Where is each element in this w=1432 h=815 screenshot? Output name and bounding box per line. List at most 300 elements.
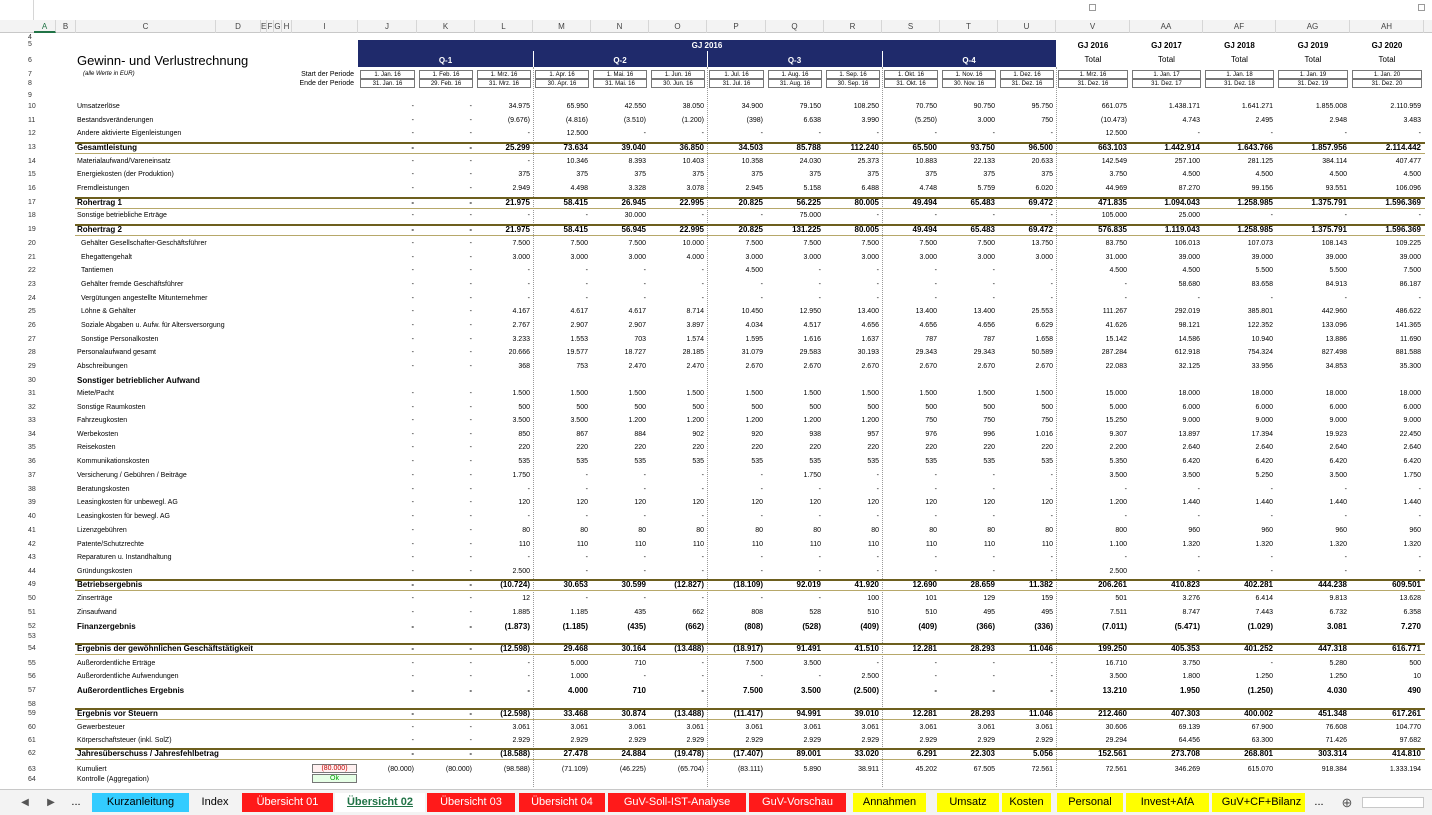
value-cell[interactable]: 112.240: [850, 143, 879, 152]
value-cell[interactable]: (10.473): [1100, 117, 1127, 124]
value-cell[interactable]: 7.270: [1400, 622, 1421, 631]
value-cell[interactable]: -: [469, 185, 472, 192]
value-cell[interactable]: -: [411, 660, 414, 667]
value-cell[interactable]: -: [934, 267, 937, 274]
next-sheet-icon[interactable]: ▶: [47, 797, 55, 808]
value-cell[interactable]: 375: [634, 171, 646, 178]
value-cell[interactable]: 4.500: [745, 267, 763, 274]
column-header-k[interactable]: K: [417, 20, 475, 33]
value-cell[interactable]: 2.929: [803, 737, 821, 744]
value-cell[interactable]: -: [585, 595, 588, 602]
value-cell[interactable]: -: [411, 281, 414, 288]
value-cell[interactable]: 1.440: [1403, 499, 1421, 506]
value-cell[interactable]: 6.420: [1329, 458, 1347, 465]
value-cell[interactable]: 996: [983, 431, 995, 438]
value-cell[interactable]: 3.000: [861, 254, 879, 261]
value-cell[interactable]: 5.500: [1255, 267, 1273, 274]
value-cell[interactable]: 3.000: [977, 117, 995, 124]
value-cell[interactable]: -: [411, 212, 414, 219]
value-cell[interactable]: -: [992, 660, 995, 667]
value-cell[interactable]: 273.708: [1171, 749, 1200, 758]
value-cell[interactable]: 9.307: [1109, 431, 1127, 438]
value-cell[interactable]: 13.400: [857, 308, 879, 315]
value-cell[interactable]: 1.800: [1182, 673, 1200, 680]
value-cell[interactable]: 8.747: [1182, 609, 1200, 616]
value-cell[interactable]: (65.704): [677, 766, 704, 773]
value-cell[interactable]: 346.269: [1174, 766, 1200, 773]
value-cell[interactable]: 710: [632, 686, 646, 695]
value-cell[interactable]: -: [1270, 660, 1273, 667]
value-cell[interactable]: 84.913: [1325, 281, 1347, 288]
value-cell[interactable]: 1.500: [570, 390, 588, 397]
row-number[interactable]: 33: [28, 417, 36, 424]
value-cell[interactable]: 501: [1115, 595, 1127, 602]
group-marker[interactable]: [1418, 4, 1425, 11]
value-cell[interactable]: 7.500: [745, 660, 763, 667]
value-cell[interactable]: 11.046: [1028, 709, 1053, 718]
value-cell[interactable]: 8.714: [686, 308, 704, 315]
column-header-o[interactable]: O: [649, 20, 707, 33]
value-cell[interactable]: -: [411, 686, 414, 695]
value-cell[interactable]: -: [527, 673, 530, 680]
value-cell[interactable]: 220: [634, 444, 646, 451]
row-number[interactable]: 7: [28, 71, 32, 78]
value-cell[interactable]: (19.478): [674, 749, 704, 758]
value-cell[interactable]: -: [527, 686, 530, 695]
value-cell[interactable]: 7.500: [628, 240, 646, 247]
value-cell[interactable]: -: [469, 499, 472, 506]
value-cell[interactable]: 1.119.043: [1164, 225, 1200, 234]
value-cell[interactable]: -: [469, 472, 472, 479]
value-cell[interactable]: 384.114: [1322, 158, 1347, 165]
value-cell[interactable]: -: [411, 724, 414, 731]
value-cell[interactable]: 787: [925, 336, 937, 343]
value-cell[interactable]: -: [818, 673, 821, 680]
value-cell[interactable]: -: [876, 281, 879, 288]
value-cell[interactable]: 6.732: [1329, 609, 1347, 616]
value-cell[interactable]: -: [643, 130, 646, 137]
value-cell[interactable]: (1.873): [504, 622, 530, 631]
value-cell[interactable]: 25.299: [505, 143, 530, 152]
row-number[interactable]: 17: [28, 199, 36, 206]
value-cell[interactable]: 375: [576, 171, 588, 178]
value-cell[interactable]: 2.114.442: [1385, 143, 1421, 152]
value-cell[interactable]: 80: [1045, 527, 1053, 534]
row-number[interactable]: 26: [28, 322, 36, 329]
value-cell[interactable]: 500: [1041, 404, 1053, 411]
value-cell[interactable]: 120: [692, 499, 704, 506]
value-cell[interactable]: 867: [576, 431, 588, 438]
value-cell[interactable]: -: [701, 472, 704, 479]
value-cell[interactable]: 25.373: [857, 158, 879, 165]
value-cell[interactable]: 29.343: [973, 349, 995, 356]
value-cell[interactable]: 212.460: [1098, 709, 1127, 718]
value-cell[interactable]: 500: [983, 404, 995, 411]
value-cell[interactable]: 94.991: [796, 709, 821, 718]
value-cell[interactable]: 500: [518, 404, 530, 411]
value-cell[interactable]: 11.382: [1028, 580, 1053, 589]
value-cell[interactable]: 67.900: [1251, 724, 1273, 731]
value-cell[interactable]: 10.450: [741, 308, 763, 315]
value-cell[interactable]: 1.320: [1403, 541, 1421, 548]
value-cell[interactable]: 257.100: [1174, 158, 1200, 165]
value-cell[interactable]: 7.500: [745, 240, 763, 247]
value-cell[interactable]: 1.500: [628, 390, 646, 397]
value-cell[interactable]: -: [701, 513, 704, 520]
value-cell[interactable]: 26.945: [621, 198, 646, 207]
row-number[interactable]: 63: [28, 766, 36, 773]
value-cell[interactable]: -: [411, 458, 414, 465]
value-cell[interactable]: (12.827): [674, 580, 704, 589]
value-cell[interactable]: (336): [1034, 622, 1053, 631]
value-cell[interactable]: -: [992, 295, 995, 302]
value-cell[interactable]: -: [527, 267, 530, 274]
value-cell[interactable]: -: [992, 472, 995, 479]
value-cell[interactable]: 12.500: [566, 130, 588, 137]
value-cell[interactable]: -: [411, 527, 414, 534]
value-cell[interactable]: 1.750: [1403, 472, 1421, 479]
value-cell[interactable]: 30.874: [621, 709, 646, 718]
value-cell[interactable]: 2.929: [686, 737, 704, 744]
value-cell[interactable]: 80: [929, 527, 937, 534]
value-cell[interactable]: 1.553: [570, 336, 588, 343]
row-number[interactable]: 27: [28, 336, 36, 343]
value-cell[interactable]: 535: [751, 458, 763, 465]
value-cell[interactable]: 99.156: [1251, 185, 1273, 192]
value-cell[interactable]: 98.121: [1178, 322, 1200, 329]
value-cell[interactable]: 39.000: [1325, 254, 1347, 261]
value-cell[interactable]: -: [469, 554, 472, 561]
row-number[interactable]: 42: [28, 541, 36, 548]
value-cell[interactable]: 750: [1041, 117, 1053, 124]
value-cell[interactable]: (18.588): [500, 749, 530, 758]
sheet-tab[interactable]: Übersicht 02: [335, 793, 425, 812]
value-cell[interactable]: -: [876, 513, 879, 520]
value-cell[interactable]: 44.969: [1105, 185, 1127, 192]
value-cell[interactable]: (9.676): [507, 117, 530, 124]
value-cell[interactable]: -: [876, 295, 879, 302]
value-cell[interactable]: 7.500: [977, 240, 995, 247]
value-cell[interactable]: -: [585, 281, 588, 288]
value-cell[interactable]: 7.500: [803, 240, 821, 247]
value-cell[interactable]: 58.415: [563, 198, 588, 207]
value-cell[interactable]: 22.303: [970, 749, 995, 758]
value-cell[interactable]: 220: [809, 444, 821, 451]
value-cell[interactable]: 368: [518, 363, 530, 370]
value-cell[interactable]: 500: [576, 404, 588, 411]
value-cell[interactable]: 41.626: [1105, 322, 1127, 329]
column-header-n[interactable]: N: [591, 20, 649, 33]
value-cell[interactable]: 5.759: [977, 185, 995, 192]
value-cell[interactable]: (5.471): [1174, 622, 1200, 631]
value-cell[interactable]: 110: [634, 541, 646, 548]
value-cell[interactable]: 612.918: [1174, 349, 1200, 356]
value-cell[interactable]: 6.000: [1182, 404, 1200, 411]
value-cell[interactable]: 80: [755, 527, 763, 534]
value-cell[interactable]: 375: [925, 171, 937, 178]
value-cell[interactable]: 3.500: [803, 660, 821, 667]
value-cell[interactable]: 7.500: [1403, 267, 1421, 274]
value-cell[interactable]: 70.750: [915, 103, 937, 110]
prev-sheet-icon[interactable]: ◀: [21, 797, 29, 808]
value-cell[interactable]: 2.200: [1109, 444, 1127, 451]
value-cell[interactable]: 14.586: [1178, 336, 1200, 343]
value-cell[interactable]: -: [1124, 513, 1127, 520]
value-cell[interactable]: -: [469, 322, 472, 329]
value-cell[interactable]: 3.000: [628, 254, 646, 261]
value-cell[interactable]: -: [411, 171, 414, 178]
row-number[interactable]: 18: [28, 212, 36, 219]
value-cell[interactable]: (12.598): [500, 709, 530, 718]
value-cell[interactable]: (409): [918, 622, 937, 631]
value-cell[interactable]: -: [469, 431, 472, 438]
value-cell[interactable]: 2.929: [628, 737, 646, 744]
value-cell[interactable]: 4.500: [1329, 171, 1347, 178]
value-cell[interactable]: 3.000: [512, 254, 530, 261]
value-cell[interactable]: 69.139: [1178, 724, 1200, 731]
value-cell[interactable]: 22.995: [679, 225, 704, 234]
value-cell[interactable]: 10.403: [682, 158, 704, 165]
value-cell[interactable]: 1.250: [1329, 673, 1347, 680]
value-cell[interactable]: 750: [1041, 417, 1053, 424]
value-cell[interactable]: 4.656: [919, 322, 937, 329]
value-cell[interactable]: 220: [576, 444, 588, 451]
value-cell[interactable]: 1.200: [861, 417, 879, 424]
column-header-g[interactable]: G: [274, 22, 281, 31]
sheet-tab[interactable]: GuV+CF+Bilanz: [1212, 793, 1311, 812]
value-cell[interactable]: 65.483: [970, 225, 995, 234]
value-cell[interactable]: 120: [983, 499, 995, 506]
value-cell[interactable]: -: [876, 554, 879, 561]
value-cell[interactable]: 4.500: [1182, 267, 1200, 274]
value-cell[interactable]: -: [760, 595, 763, 602]
value-cell[interactable]: 34.503: [738, 143, 763, 152]
value-cell[interactable]: 15.000: [1105, 390, 1127, 397]
value-cell[interactable]: 1.500: [512, 390, 530, 397]
value-cell[interactable]: 1.750: [512, 472, 530, 479]
value-cell[interactable]: 1.500: [977, 390, 995, 397]
value-cell[interactable]: 2.500: [1109, 568, 1127, 575]
value-cell[interactable]: -: [1050, 513, 1053, 520]
value-cell[interactable]: -: [760, 554, 763, 561]
value-cell[interactable]: 18.000: [1251, 390, 1273, 397]
value-cell[interactable]: -: [411, 103, 414, 110]
value-cell[interactable]: 1.438.171: [1168, 103, 1200, 110]
value-cell[interactable]: -: [934, 130, 937, 137]
value-cell[interactable]: 703: [634, 336, 646, 343]
value-cell[interactable]: 39.040: [621, 143, 646, 152]
value-cell[interactable]: 152.561: [1098, 749, 1127, 758]
more-sheets-button[interactable]: ...: [62, 793, 90, 812]
value-cell[interactable]: -: [527, 513, 530, 520]
value-cell[interactable]: 199.250: [1098, 644, 1127, 653]
value-cell[interactable]: -: [469, 117, 472, 124]
value-cell[interactable]: 92.019: [796, 580, 821, 589]
value-cell[interactable]: 2.470: [628, 363, 646, 370]
value-cell[interactable]: 1.200: [1109, 499, 1127, 506]
value-cell[interactable]: -: [469, 417, 472, 424]
value-cell[interactable]: -: [934, 660, 937, 667]
value-cell[interactable]: -: [585, 513, 588, 520]
value-cell[interactable]: -: [1124, 486, 1127, 493]
value-cell[interactable]: 1.440: [1255, 499, 1273, 506]
value-cell[interactable]: 120: [925, 499, 937, 506]
value-cell[interactable]: -: [411, 554, 414, 561]
value-cell[interactable]: -: [411, 644, 414, 653]
value-cell[interactable]: -: [411, 117, 414, 124]
value-cell[interactable]: 80.005: [854, 225, 879, 234]
column-header-u[interactable]: U: [998, 20, 1056, 33]
value-cell[interactable]: 64.456: [1178, 737, 1200, 744]
row-number[interactable]: 59: [28, 710, 36, 717]
value-cell[interactable]: -: [818, 554, 821, 561]
value-cell[interactable]: 20.825: [738, 198, 763, 207]
value-cell[interactable]: -: [469, 609, 472, 616]
value-cell[interactable]: 2.929: [977, 737, 995, 744]
column-header-r[interactable]: R: [824, 20, 882, 33]
value-cell[interactable]: 5.056: [1032, 749, 1053, 758]
row-number[interactable]: 24: [28, 295, 36, 302]
value-cell[interactable]: 3.990: [861, 117, 879, 124]
sheet-tab[interactable]: GuV-Soll-IST-Analyse: [608, 793, 746, 812]
value-cell[interactable]: 2.948: [1329, 117, 1347, 124]
value-cell[interactable]: -: [643, 486, 646, 493]
value-cell[interactable]: 7.500: [861, 240, 879, 247]
value-cell[interactable]: 1.320: [1329, 541, 1347, 548]
column-header-t[interactable]: T: [940, 20, 998, 33]
value-cell[interactable]: -: [1050, 472, 1053, 479]
sheet-tab[interactable]: GuV-Vorschau: [749, 793, 846, 812]
value-cell[interactable]: 1.185: [570, 609, 588, 616]
value-cell[interactable]: -: [527, 281, 530, 288]
value-cell[interactable]: -: [469, 644, 472, 653]
value-cell[interactable]: (80.000): [387, 766, 414, 773]
value-cell[interactable]: -: [1197, 513, 1200, 520]
value-cell[interactable]: -: [760, 472, 763, 479]
value-cell[interactable]: -: [1050, 212, 1053, 219]
value-cell[interactable]: 16.710: [1105, 660, 1127, 667]
row-number[interactable]: 64: [28, 776, 36, 783]
value-cell[interactable]: -: [992, 281, 995, 288]
value-cell[interactable]: 30.653: [563, 580, 588, 589]
value-cell[interactable]: 33.020: [854, 749, 879, 758]
value-cell[interactable]: 1.950: [1179, 686, 1200, 695]
value-cell[interactable]: 2.945: [745, 185, 763, 192]
value-cell[interactable]: -: [469, 349, 472, 356]
value-cell[interactable]: 1.375.791: [1311, 225, 1347, 234]
value-cell[interactable]: -: [469, 295, 472, 302]
value-cell[interactable]: -: [1418, 486, 1421, 493]
value-cell[interactable]: 500: [692, 404, 704, 411]
value-cell[interactable]: 1.258.985: [1237, 198, 1273, 207]
value-cell[interactable]: -: [1344, 554, 1347, 561]
value-cell[interactable]: 10.000: [682, 240, 704, 247]
value-cell[interactable]: (435): [627, 622, 646, 631]
value-cell[interactable]: 21.975: [505, 198, 530, 207]
value-cell[interactable]: -: [411, 737, 414, 744]
value-cell[interactable]: -: [411, 295, 414, 302]
value-cell[interactable]: 2.929: [861, 737, 879, 744]
value-cell[interactable]: 120: [634, 499, 646, 506]
value-cell[interactable]: -: [876, 660, 879, 667]
value-cell[interactable]: 38.050: [682, 103, 704, 110]
value-cell[interactable]: 110: [1041, 541, 1053, 548]
row-number[interactable]: 54: [28, 645, 36, 652]
value-cell[interactable]: 65.500: [912, 143, 937, 152]
value-cell[interactable]: -: [992, 513, 995, 520]
value-cell[interactable]: 91.491: [796, 644, 821, 653]
row-number[interactable]: 49: [28, 581, 36, 588]
value-cell[interactable]: 535: [983, 458, 995, 465]
value-cell[interactable]: 3.061: [686, 724, 704, 731]
value-cell[interactable]: -: [527, 295, 530, 302]
value-cell[interactable]: -: [411, 336, 414, 343]
value-cell[interactable]: -: [992, 568, 995, 575]
value-cell[interactable]: 4.517: [803, 322, 821, 329]
value-cell[interactable]: 83.750: [1105, 240, 1127, 247]
row-number[interactable]: 36: [28, 458, 36, 465]
value-cell[interactable]: 50.589: [1031, 349, 1053, 356]
value-cell[interactable]: 22.133: [973, 158, 995, 165]
value-cell[interactable]: 56.225: [796, 198, 821, 207]
value-cell[interactable]: 6.420: [1182, 458, 1200, 465]
value-cell[interactable]: 39.000: [1399, 254, 1421, 261]
row-number[interactable]: 60: [28, 724, 36, 731]
horizontal-scrollbar[interactable]: [1362, 797, 1424, 808]
value-cell[interactable]: 1.440: [1329, 499, 1347, 506]
value-cell[interactable]: 400.002: [1244, 709, 1273, 718]
value-cell[interactable]: 2.670: [745, 363, 763, 370]
value-cell[interactable]: -: [469, 673, 472, 680]
value-cell[interactable]: -: [411, 308, 414, 315]
value-cell[interactable]: 28.293: [970, 644, 995, 653]
value-cell[interactable]: 7.511: [1110, 609, 1127, 616]
row-number[interactable]: 35: [28, 444, 36, 451]
row-number[interactable]: 62: [28, 750, 36, 757]
value-cell[interactable]: 7.500: [570, 240, 588, 247]
value-cell[interactable]: 1.641.271: [1241, 103, 1273, 110]
value-cell[interactable]: 4.498: [570, 185, 588, 192]
value-cell[interactable]: -: [1344, 486, 1347, 493]
value-cell[interactable]: 375: [1041, 171, 1053, 178]
value-cell[interactable]: 2.929: [919, 737, 937, 744]
value-cell[interactable]: -: [701, 281, 704, 288]
value-cell[interactable]: 5.000: [570, 660, 588, 667]
row-number[interactable]: 34: [28, 431, 36, 438]
value-cell[interactable]: -: [1124, 295, 1127, 302]
value-cell[interactable]: 375: [751, 171, 763, 178]
value-cell[interactable]: 3.000: [745, 254, 763, 261]
value-cell[interactable]: 31.000: [1105, 254, 1127, 261]
value-cell[interactable]: 3.000: [803, 254, 821, 261]
value-cell[interactable]: (662): [685, 622, 704, 631]
row-number[interactable]: 25: [28, 308, 36, 315]
value-cell[interactable]: 405.353: [1171, 644, 1200, 653]
value-cell[interactable]: -: [934, 472, 937, 479]
value-cell[interactable]: 41.920: [854, 580, 879, 589]
value-cell[interactable]: 13.897: [1178, 431, 1200, 438]
value-cell[interactable]: 3.328: [628, 185, 646, 192]
column-header-af[interactable]: AF: [1203, 20, 1276, 33]
value-cell[interactable]: 110: [867, 541, 879, 548]
value-cell[interactable]: 4.500: [1255, 171, 1273, 178]
value-cell[interactable]: -: [469, 513, 472, 520]
value-cell[interactable]: 2.495: [1255, 117, 1273, 124]
value-cell[interactable]: 108.143: [1321, 240, 1347, 247]
value-cell[interactable]: (409): [860, 622, 879, 631]
value-cell[interactable]: 375: [867, 171, 879, 178]
value-cell[interactable]: (13.488): [674, 709, 704, 718]
